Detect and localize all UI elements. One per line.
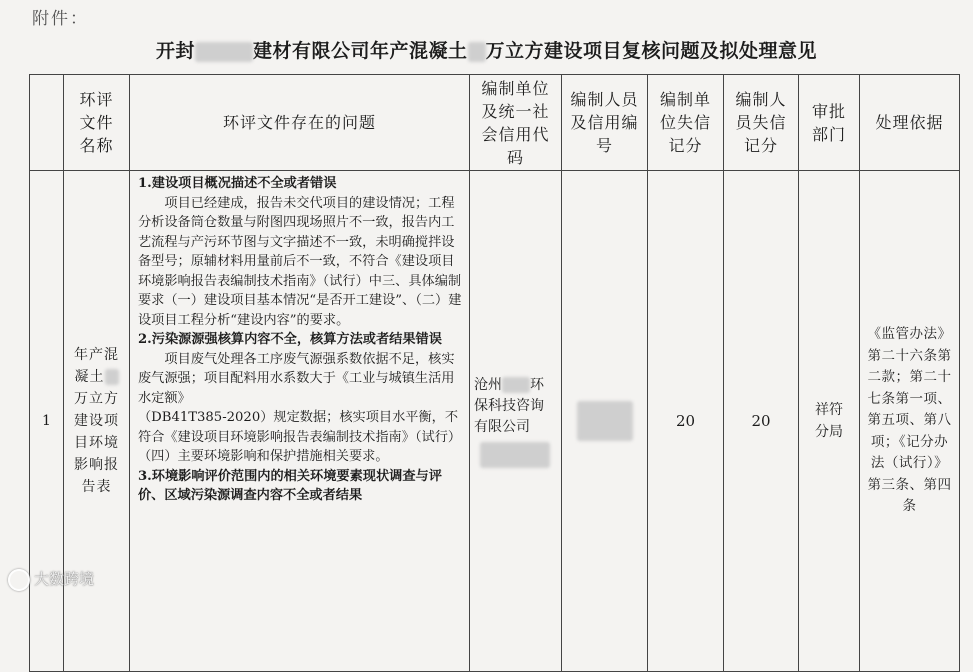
redacted-block	[468, 42, 486, 62]
redacted-block	[105, 369, 119, 385]
issue-paragraph: 项目已经建成，报告未交代项目的建设情况；工程分析设备筒仓数量与附图四现场照片不一致，报告内工艺流程与产污环节图与文字描述不一致，未明确搅拌设备型号；原辅材料用量前后不一致，不符合《建设项目环境影响报告表编制技术指南》（试行）中三、具体编制要求（一）建设项目基本情况“是否开工建设”、（二）建设项目工程分析“建设内容”的要求。	[138, 195, 462, 328]
attachment-label: 附件：	[32, 9, 89, 29]
table-row	[30, 171, 960, 672]
doc-name-part-b: 万立方建设项目环境影响报告表	[74, 391, 119, 495]
col-header-unit-score: 编制单位失信记分	[648, 75, 724, 171]
redacted-block	[502, 377, 530, 393]
col-header-unit: 编制单位及统一社会信用代码	[470, 75, 562, 171]
review-table	[29, 74, 960, 672]
col-header-dept: 审批部门	[799, 75, 860, 171]
title-part-2: 建材有限公司年产混凝土	[252, 40, 468, 62]
redacted-block	[195, 42, 253, 62]
basis-cell: 《监管办法》第二十六条第二款；第二十七条第一项、第五项、第八项；《记分办法（试行）》第三条、第四条	[860, 171, 960, 672]
unit-cell	[470, 171, 562, 672]
watermark-logo-icon	[8, 569, 30, 591]
issue-paragraph: （DB41T385-2020）规定数据；核实项目水平衡，不符合《建设项目环境影响报告表编制技术指南》（试行）（四）主要环境影响和保护措施相关要求。	[138, 410, 462, 464]
unit-score-cell: 20	[648, 171, 724, 672]
watermark-text: 大数跨境	[34, 570, 95, 588]
page-title	[0, 36, 973, 63]
title-part-1: 开封	[155, 40, 195, 62]
col-header-basis: 处理依据	[860, 75, 960, 171]
table-header-row	[30, 75, 960, 171]
dept-cell: 祥符分局	[799, 171, 860, 672]
col-header-person-score: 编制人员失信记分	[724, 75, 799, 171]
row-index: 1	[30, 171, 64, 672]
unit-part-b: 环保科技咨询有限公司	[474, 376, 544, 435]
issues-cell	[130, 171, 470, 672]
issue-heading: 1.建设项目概况描述不全或者错误	[138, 176, 337, 191]
issue-heading: 2.污染源源强核算内容不全，核算方法或者结果错误	[138, 332, 442, 347]
col-header-person: 编制人员及信用编号	[562, 75, 648, 171]
issue-heading: 3.环境影响评价范围内的相关环境要素现状调查与评价、区域污染源调查内容不全或者结果	[138, 468, 442, 503]
col-header-doc-name: 环评文件名称	[64, 75, 130, 171]
issue-paragraph: 项目废气处理各工序废气源强系数依据不足，核实废气源强；项目配料用水系数大于《工业与城镇生活用水定额》	[138, 351, 455, 406]
doc-name-cell	[64, 171, 130, 672]
issues-list	[130, 171, 469, 506]
col-header-index	[30, 75, 64, 171]
person-score-cell: 20	[724, 171, 799, 672]
person-cell	[562, 171, 648, 672]
unit-part-a: 沧州	[474, 376, 502, 393]
redacted-person-info	[577, 401, 633, 441]
redacted-credit-code	[480, 442, 550, 468]
col-header-issues: 环评文件存在的问题	[130, 75, 470, 171]
title-part-3: 万立方建设项目复核问题及拟处理意见	[485, 40, 818, 62]
watermark	[8, 568, 94, 591]
doc-name-part-a: 年产混凝土	[74, 347, 119, 385]
